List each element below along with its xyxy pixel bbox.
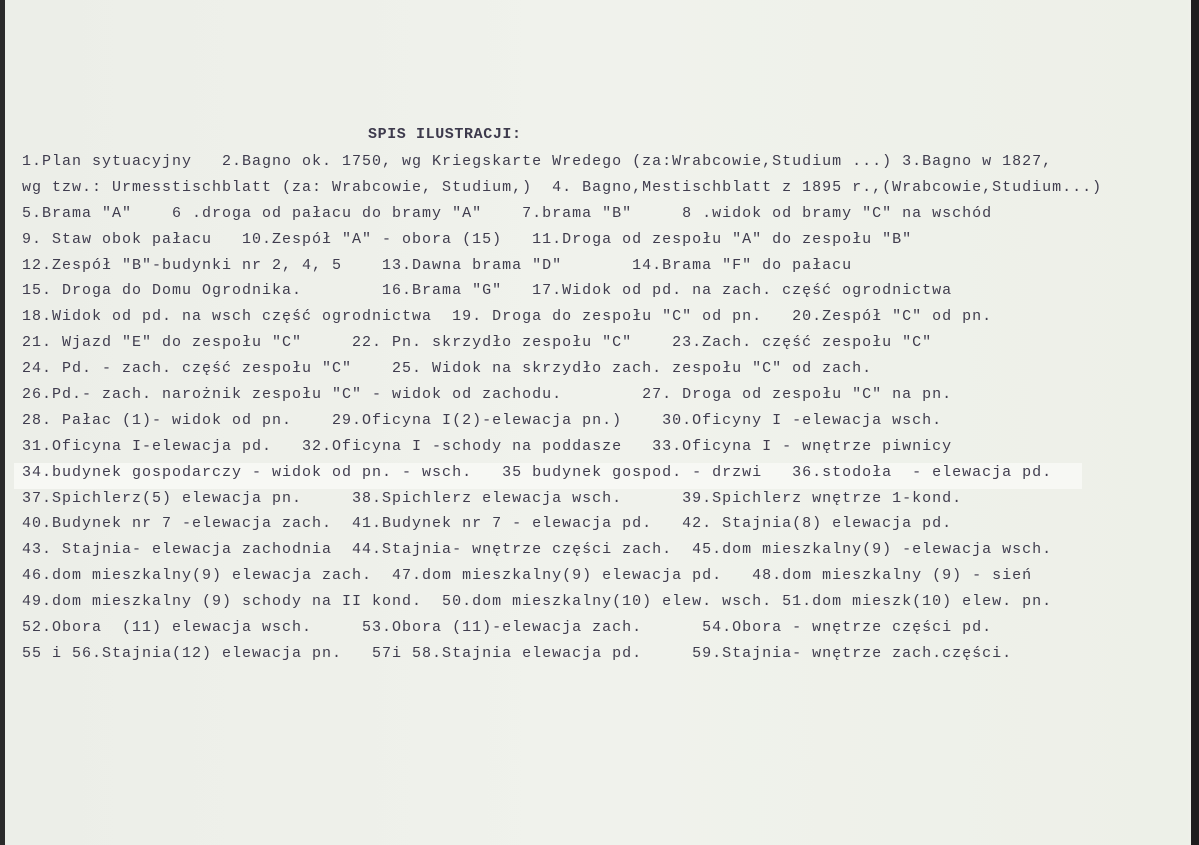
scan-edge-right <box>1191 0 1199 845</box>
list-line: 55 i 56.Stajnia(12) elewacja pn. 57i 58.Stajnia elewacja pd. 59.Stajnia- wnętrze zach.części. <box>22 644 1013 662</box>
list-line: 40.Budynek nr 7 -elewacja zach. 41.Budynek nr 7 - elewacja pd. 42. Stajnia(8) elewacja pd. <box>22 515 953 533</box>
document-title: SPIS ILUSTRACJI: <box>368 126 522 143</box>
list-line: 37.Spichlerz(5) elewacja pn. 38.Spichlerz elewacja wsch. 39.Spichlerz wnętrze 1-kond. <box>22 489 963 507</box>
list-line: 52.Obora (11) elewacja wsch. 53.Obora (11)-elewacja zach. 54.Obora - wnętrze części pd. <box>22 619 993 637</box>
list-line: 5.Brama "A" 6 .droga od pałacu do bramy "A" 7.brama "B" 8 .widok od bramy "C" na wschód <box>22 204 993 222</box>
illustration-list <box>22 152 1102 670</box>
list-line: 9. Staw obok pałacu 10.Zespół "A" - obora (15) 11.Droga od zespołu "A" do zespołu "B" <box>22 230 913 248</box>
list-line: 21. Wjazd "E" do zespołu "C" 22. Pn. skrzydło zespołu "C" 23.Zach. część zespołu "C" <box>22 334 933 352</box>
list-line: 43. Stajnia- elewacja zachodnia 44.Stajnia- wnętrze części zach. 45.dom mieszkalny(9) -elewacja wsch. <box>22 541 1053 559</box>
list-line: 31.Oficyna I-elewacja pd. 32.Oficyna I -schody na poddasze 33.Oficyna I - wnętrze piwnicy <box>22 437 953 455</box>
list-line: 49.dom mieszkalny (9) schody na II kond. 50.dom mieszkalny(10) elew. wsch. 51.dom mieszk(10) elew. pn. <box>22 593 1053 611</box>
list-line: wg tzw.: Urmesstischblatt (za: Wrabcowie, Studium,) 4. Bagno,Mestischblatt z 1895 r.,(Wrabcowie,Studium...) <box>22 178 1103 196</box>
list-line: 46.dom mieszkalny(9) elewacja zach. 47.dom mieszkalny(9) elewacja pd. 48.dom mieszkalny (9) - sień <box>22 567 1033 585</box>
list-line: 15. Droga do Domu Ogrodnika. 16.Brama "G" 17.Widok od pd. na zach. część ogrodnictwa <box>22 282 953 300</box>
list-line: 12.Zespół "B"-budynki nr 2, 4, 5 13.Dawna brama "D" 14.Brama "F" do pałacu <box>22 256 853 274</box>
list-line: 24. Pd. - zach. część zespołu "C" 25. Widok na skrzydło zach. zespołu "C" od zach. <box>22 360 873 378</box>
list-line: 28. Pałac (1)- widok od pn. 29.Oficyna I(2)-elewacja pn.) 30.Oficyny I -elewacja wsch. <box>22 411 943 429</box>
list-line: 18.Widok od pd. na wsch część ogrodnictwa 19. Droga do zespołu "C" od pn. 20.Zespół "C" od pn. <box>22 308 993 326</box>
list-line-highlighted: 34.budynek gospodarczy - widok od pn. - wsch. 35 budynek gospod. - drzwi 36.stodoła - elewacja pd. <box>14 463 1082 489</box>
list-line: 26.Pd.- zach. narożnik zespołu "C" - widok od zachodu. 27. Droga od zespołu "C" na pn. <box>22 386 953 404</box>
list-line: 1.Plan sytuacyjny 2.Bagno ok. 1750, wg Kriegskarte Wredego (za:Wrabcowie,Studium ...) 3.Bagno w 1827, <box>22 153 1053 170</box>
